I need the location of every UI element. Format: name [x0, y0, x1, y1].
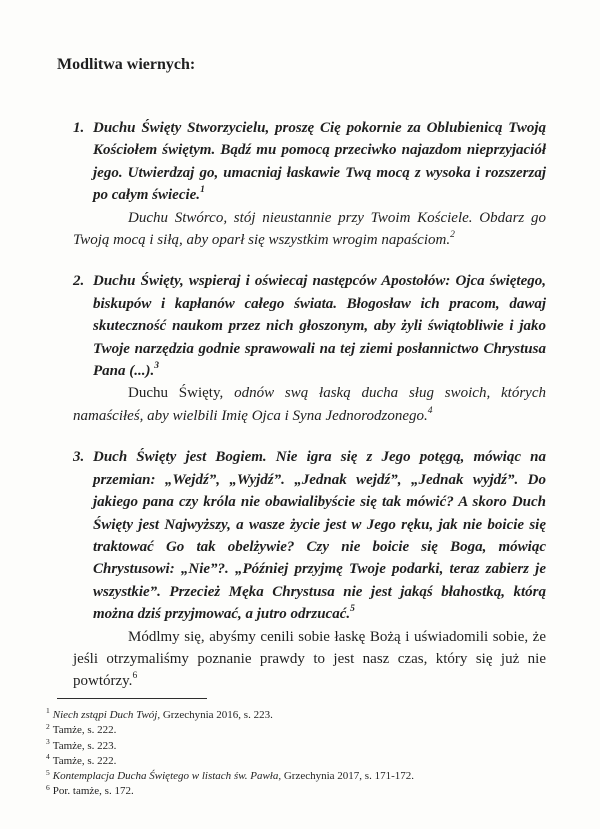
prayer-list	[0, 117, 600, 693]
footnote-text: Niech zstąpi Duch Twój,	[52, 709, 161, 721]
footnote-ref: 1	[200, 185, 205, 196]
footnote-marker: 2	[46, 721, 50, 731]
footnote-text: Grzechynia 2016, s. 223.	[160, 709, 273, 721]
footnotes	[0, 708, 600, 800]
footnote-text: Por. tamże, s. 172.	[52, 785, 134, 798]
prayer-text: 1. Duchu Święty Stworzycielu, proszę Cię pokornie za Oblubienicą Twoją Kościołem świętym. Bądź mu pomocą przeciwko najazdom nieprzyjaciół jego. Utwierdzaj go, umacniaj łaskawie Twą mocą z wysoka i rozszerzaj po całym świecie.$^1$	[93, 117, 546, 207]
footnote-marker: 5	[46, 767, 50, 777]
footnote	[46, 723, 550, 738]
footnote-text: Tamże, s. 222.	[52, 754, 117, 767]
footnote-marker: 1	[46, 706, 50, 716]
item-number: 3.	[73, 449, 85, 466]
footnote-text: Tamże, s. 223.	[52, 739, 117, 752]
prayer-text: 2. Duchu Święty, wspieraj i oświecaj następców Apostołów: Ojca świętego, biskupów i kapłanów całego świata. Błogosław ich pracom, dawaj skuteczność naukom przez nich głoszonym, aby żyli świątobliwie i jako Twoje narzędzia godnie sprawowali na tej ziemi posłannictwo Chrystusa Pana (...).$^3$	[93, 270, 546, 382]
prayer-item	[73, 446, 546, 692]
prayer-response	[73, 207, 546, 252]
response-segment: Duchu Stwórco, stój nieustannie przy Twoim Kościele. Obdarz go Twoją mocą i siłą, aby oparł się wszystkim wrogim napaściom.	[73, 209, 546, 249]
footnote-separator	[57, 698, 207, 699]
footnote-ref: 3	[154, 361, 159, 372]
prayer-response	[73, 626, 546, 693]
footnote	[46, 708, 550, 723]
page-title: Modlitwa wiernych:	[57, 56, 196, 73]
footnote	[46, 769, 550, 784]
footnote-text: Tamże, s. 222.	[52, 724, 117, 737]
footnote-text: Grzechynia 2017, s. 171-172.	[281, 770, 414, 783]
footnote-marker: 4	[46, 752, 50, 762]
footnote-ref: 4	[427, 405, 433, 416]
item-number: 1.	[73, 120, 85, 136]
prayer-item	[73, 117, 546, 251]
footnote-ref: 2	[450, 230, 455, 241]
item-number: 2.	[73, 273, 85, 290]
prayer-text: 3. Duch Święty jest Bogiem. Nie igra się z Jego potęgą, mówiąc na przemian: „Wejdź”, „Wyjdź”. „Jednak wejdź”, „Jednak wyjdź”. Do jakiego pana czy króla nie obawialibyście się tak mówić? A skoro Duch Święty jest Najwyższy, a wasze życie jest w Jego ręku, jak nie boicie się traktować Go tak obelżywie? Czy nie boicie się Boga, mówiąc Chrystusowi: „Nie”?. „Później przyjmę Twoje podarki, teraz zabierz je wszystkie”. Przecież Męka Chrystusa nie jest jakąś błahostką, którą można dziś przyjmować, a jutro odrzucać.$^5$	[93, 446, 546, 625]
footnote-ref: 6	[132, 671, 138, 682]
prayer-response	[73, 382, 546, 427]
footnote-area	[0, 698, 600, 800]
footnote-ref: 5	[350, 604, 355, 615]
response-segment: odnów swą łaską ducha sług swoich, których namaściłeś, aby wielbili Imię Ojca i Syna Jednorodzonego.	[73, 385, 546, 424]
footnote	[46, 754, 550, 769]
footnote-text: Kontemplacja Ducha Świętego w listach św. Pawła,	[52, 770, 282, 783]
footnote-marker: 3	[46, 736, 50, 746]
footnote	[46, 736, 550, 754]
footnote	[46, 784, 550, 799]
response-segment: Duchu Święty,	[128, 385, 235, 402]
footnote-marker: 6	[46, 782, 50, 792]
response-segment: Módlmy się, abyśmy cenili sobie łaskę Bożą i uświadomili sobie, że jeśli otrzymaliśmy poznanie prawdy to jest nasz czas, który się już nie powtórzy.	[73, 628, 546, 690]
prayer-item	[73, 270, 546, 427]
